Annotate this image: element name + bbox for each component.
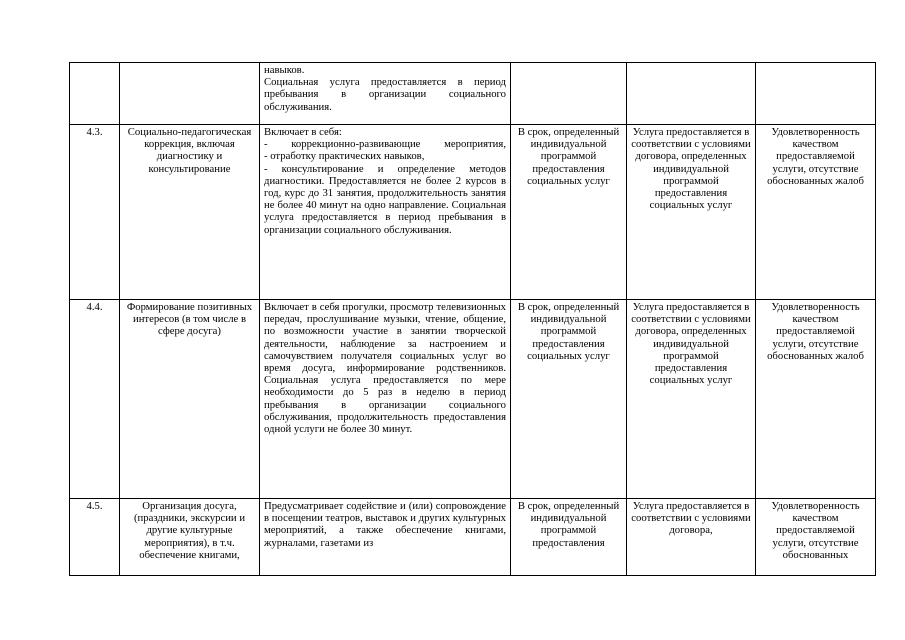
description-line: Социальная услуга предоставляется в период пребывания в организации социального обслуживания. [264,76,506,113]
description-line: Предусматривает содействие и (или) сопровождение в посещении театров, выставок и других культурных мероприятий, а также обеспечение книгами, журналами, газетами из [264,500,506,549]
service-term-cell [511,499,627,576]
description-line: Включает в себя прогулки, просмотр телевизионных передач, прослушивание музыки, чтение, общение, по возможности участие в занятии творческой деятельности, наблюдение за настроением и самочувствием получателя социальных услуг во время досуга, информирование родственников. Социальная услуга предоставляется по мере необходимости до 5 раз в неделю в период пребывания в организации социального обслуживания, продолжительность предоставления одной услуги не более 30 минут. [264,301,506,436]
table-row [70,63,876,125]
description-line: - коррекционно-развивающие мероприятия, [264,138,506,151]
service-name-cell [120,63,260,125]
table-row [70,125,876,300]
table-row [70,300,876,499]
description-line: навыков. [264,64,305,76]
service-name-cell: Социально-педагогическая коррекция, включая диагностику и консультирование [120,125,260,300]
service-term-cell [511,63,627,125]
service-number-cell: 4.4. [70,300,120,499]
service-description-cell [260,63,511,125]
service-term-cell: В срок, определенный индивидуальной программой предоставления социальных услуг [511,300,627,499]
social-services-table [69,62,876,576]
service-term-text: В срок, определенный индивидуальной программой предоставления [517,500,620,549]
service-conditions-cell [627,499,756,576]
service-term-cell: В срок, определенный индивидуальной программой предоставления социальных услуг [511,125,627,300]
service-number-cell: 4.5. [70,499,120,576]
service-result-text: Удовлетворенность качеством предоставляемой услуги, отсутствие обоснованных [771,500,860,561]
service-conditions-text: Услуга предоставляется в соответствии с условиями договора, [631,500,751,537]
service-name-text: Организация досуга, (праздники, экскурсии и другие культурные мероприятия), в т.ч. обеспечение книгами, [133,500,246,561]
service-conditions-cell: Услуга предоставляется в соответствии с условиями договора, определенных индивидуальной программой предоставления социальных услуг [627,300,756,499]
service-name-cell [120,499,260,576]
table-row [70,499,876,576]
service-result-cell: Удовлетворенность качеством предоставляемой услуги, отсутствие обоснованных жалоб [756,125,876,300]
description-line: Включает в себя: [264,126,342,138]
service-description-cell [260,499,511,576]
service-description-cell [260,300,511,499]
service-name-cell: Формирование позитивных интересов (в том числе в сфере досуга) [120,300,260,499]
description-line: - отработку практических навыков, [264,150,425,163]
description-line: - консультирование и определение методов диагностики. Предоставляется не более 2 курсов в год, курс до 31 занятия, продолжительность занятия не более 40 минут на одно направление. Социальная услуга предоставляется в период пребывания в организации социального обслуживания. [264,162,506,236]
service-result-cell: Удовлетворенность качеством предоставляемой услуги, отсутствие обоснованных жалоб [756,300,876,499]
service-number-cell [70,63,120,125]
service-result-cell [756,63,876,125]
service-result-cell [756,499,876,576]
service-conditions-cell [627,63,756,125]
service-number-cell: 4.3. [70,125,120,300]
service-conditions-cell: Услуга предоставляется в соответствии с условиями договора, определенных индивидуальной программой предоставления социальных услуг [627,125,756,300]
service-description-cell [260,125,511,300]
